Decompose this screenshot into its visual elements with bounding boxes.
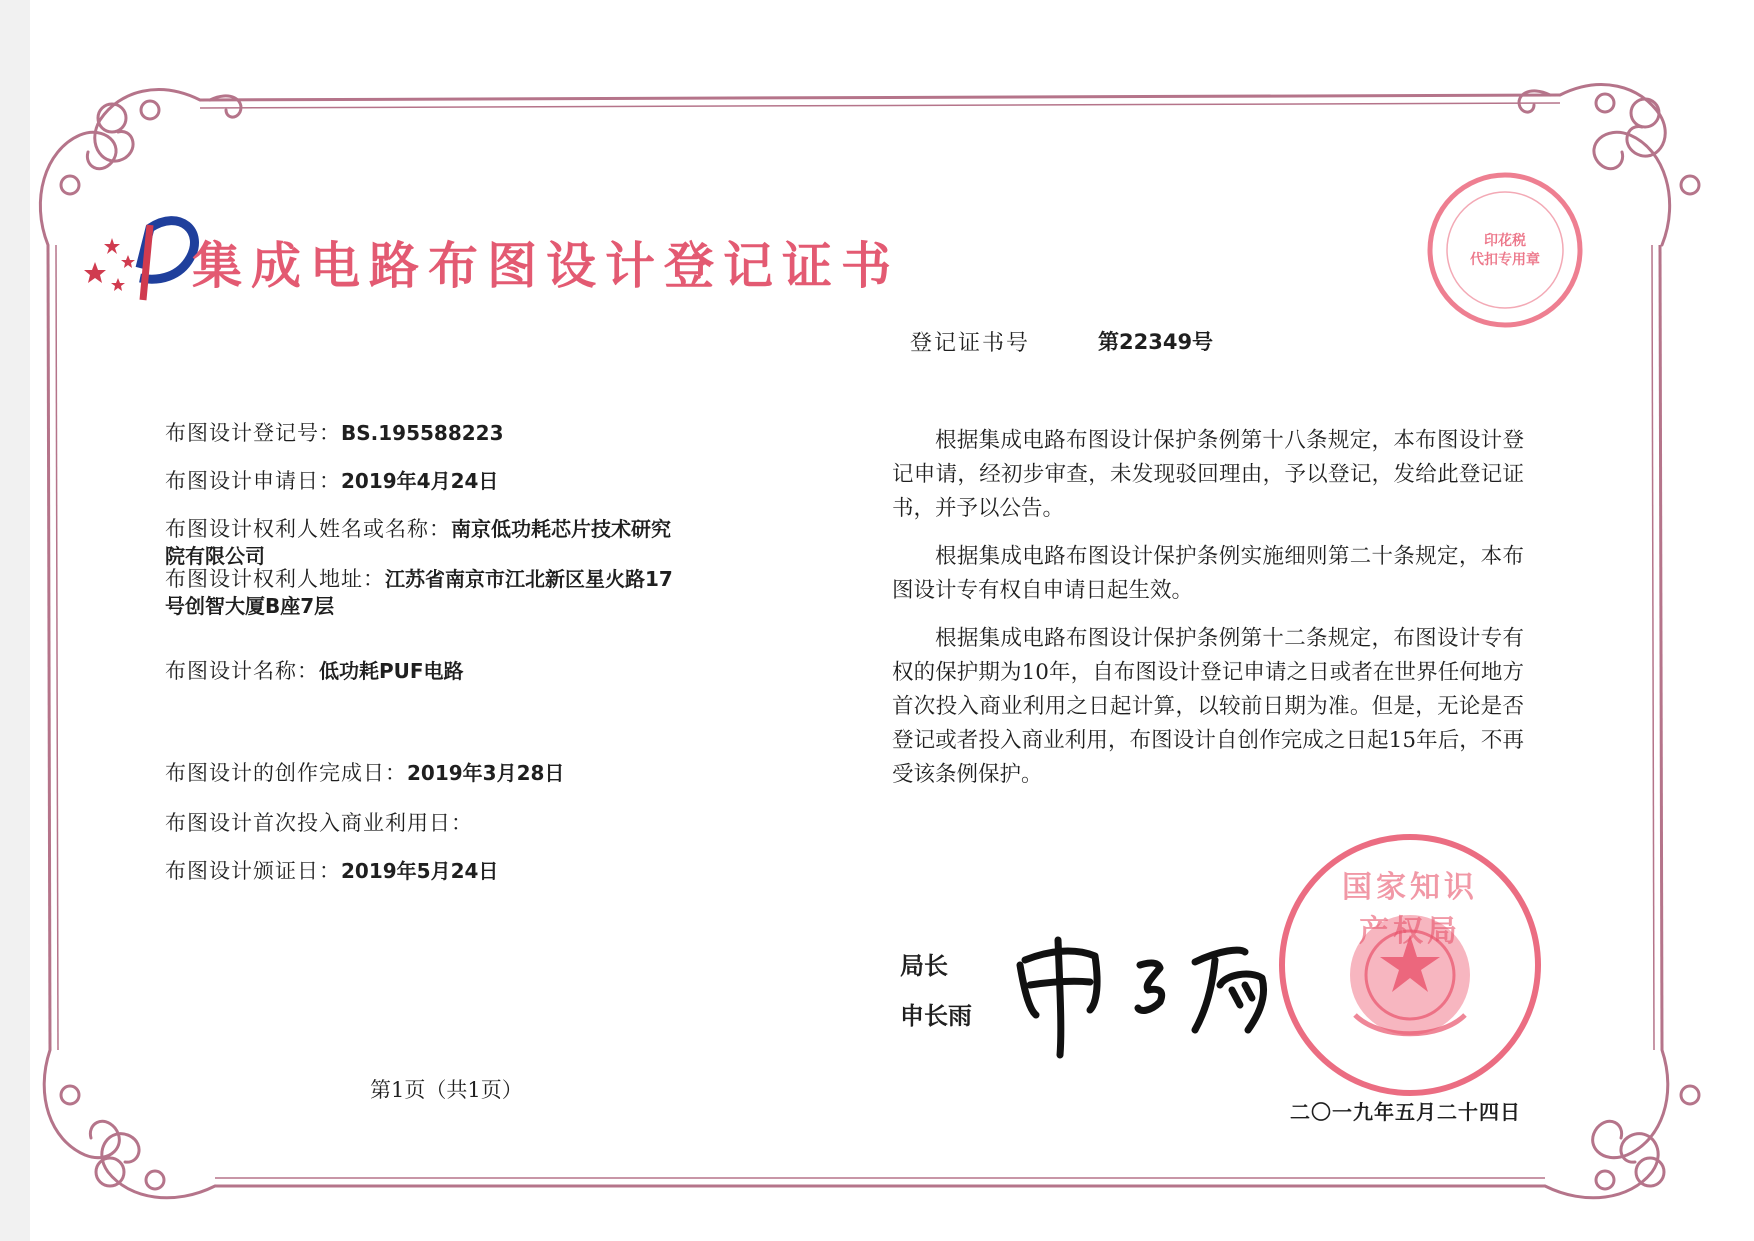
signature-name: 申长雨 xyxy=(900,1002,972,1030)
page-title: 集成电路布图设计登记证书 xyxy=(192,237,900,295)
field-creation-date: 布图设计的创作完成日：2019年3月28日 xyxy=(165,761,565,785)
issue-date-chinese: 二〇一九年五月二十四日 xyxy=(1290,1100,1521,1124)
field-application-date: 布图设计申请日：2019年4月24日 xyxy=(165,469,499,493)
paragraph-3: 根据集成电路布图设计保护条例第十二条规定，布图设计专有权的保护期为10年，自布图设计登记申请之日或者在世界任何地方首次投入商业利用之日起计算，以较前日期为准。但是，无论是否登记或者投入商业利用，布图设计自创作完成之日起15年后，不再受该条例保护。 xyxy=(892,626,1524,787)
paragraph-1: 根据集成电路布图设计保护条例第十八条规定，本布图设计登记申请，经初步审查，未发现驳回理由，予以登记，发给此登记证书，并予以公告。 xyxy=(892,428,1524,521)
tax-seal-text: 印花税 代扣专用章 xyxy=(1470,233,1540,268)
field-commercial-date: 布图设计首次投入商业利用日： xyxy=(165,811,473,835)
cert-number-value: 第22349号 xyxy=(1098,330,1214,354)
field-owner-address: 布图设计权利人地址：江苏省南京市江北新区星火路17号创智大厦B座7层 xyxy=(165,567,673,618)
field-issue-date: 布图设计颁证日：2019年5月24日 xyxy=(165,859,499,883)
logo-icon xyxy=(84,221,194,300)
cnipa-seal-text: 国家知识产权局 xyxy=(1342,870,1478,949)
page-indicator: 第1页（共1页） xyxy=(370,1078,523,1102)
field-registration-no: 布图设计登记号：BS.195588223 xyxy=(165,421,504,445)
signature-strokes xyxy=(1020,940,1264,1055)
cert-number-label: 登记证书号 xyxy=(910,331,1031,356)
field-owner-name: 布图设计权利人姓名或名称：南京低功耗芯片技术研究院有限公司 xyxy=(165,517,671,568)
signature-role: 局长 xyxy=(900,952,948,980)
legal-text xyxy=(892,424,1524,806)
field-design-name: 布图设计名称：低功耗PUF电路 xyxy=(165,659,464,683)
paragraph-2: 根据集成电路布图设计保护条例实施细则第二十条规定，本布图设计专有权自申请日起生效。 xyxy=(892,544,1524,603)
